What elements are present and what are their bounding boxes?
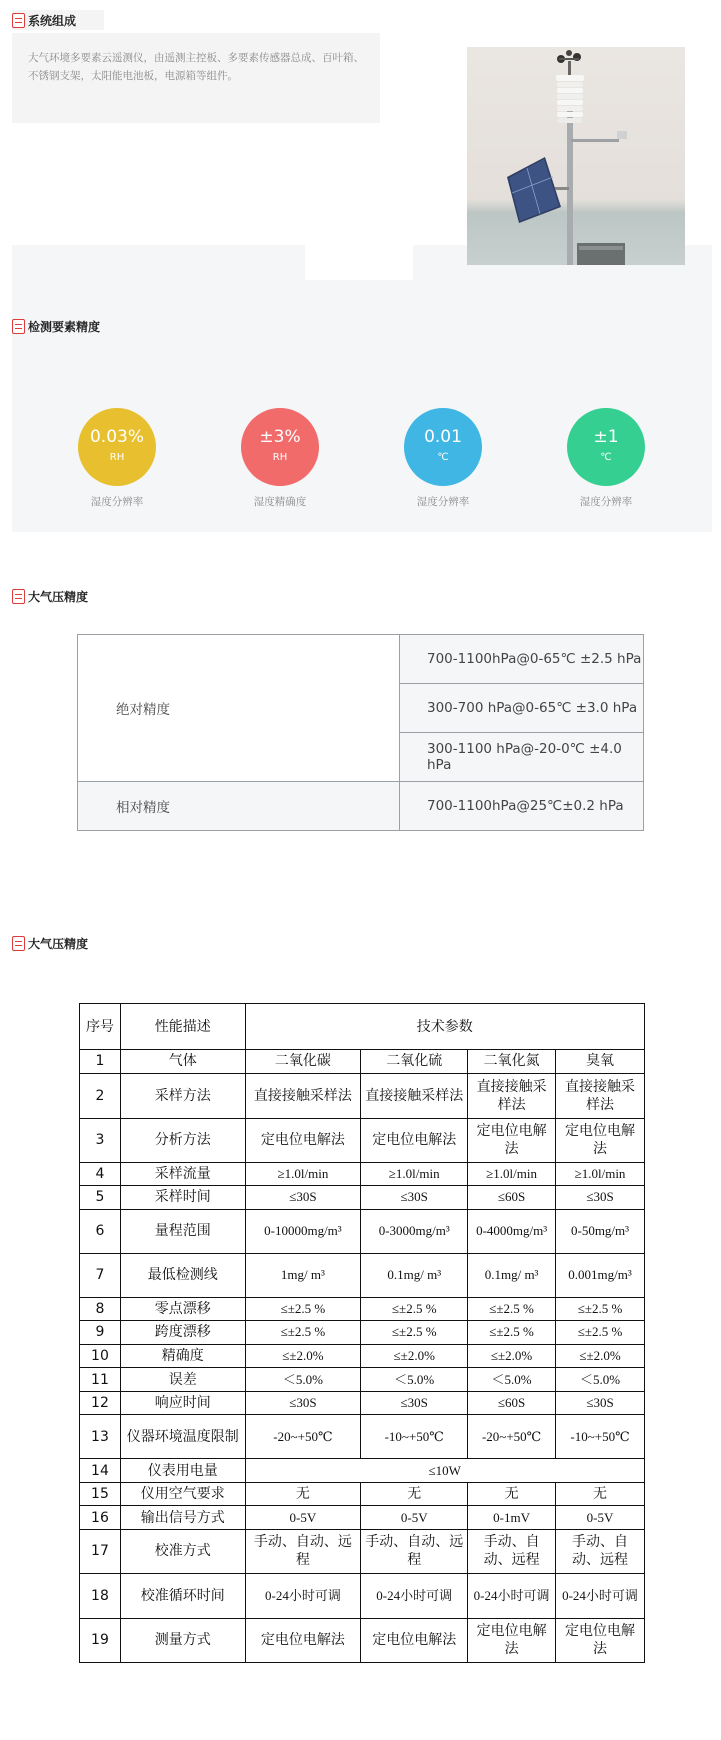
- row-label: 采样时间: [120, 1186, 245, 1210]
- row-value: -10~+50℃: [556, 1415, 645, 1459]
- row-number: 18: [80, 1573, 121, 1618]
- row-value: 手动、自动、远程: [468, 1529, 556, 1573]
- row-value: ≤±2.5 %: [468, 1321, 556, 1345]
- row-value: ≤30S: [245, 1186, 361, 1210]
- table-row: [80, 1253, 645, 1297]
- row-value: 二氧化氮: [468, 1050, 556, 1074]
- row-value: ≤±2.0%: [361, 1344, 468, 1368]
- abs-accuracy-value: 300-700 hPa@0-65℃ ±3.0 hPa: [400, 684, 644, 733]
- row-value: 0-4000mg/m³: [468, 1209, 556, 1253]
- row-value: ≤±2.5 %: [245, 1321, 361, 1345]
- document-icon: [12, 936, 25, 951]
- row-number: 1: [80, 1050, 121, 1074]
- row-label: 采样方法: [120, 1073, 245, 1118]
- row-label: 分析方法: [120, 1118, 245, 1162]
- row-number: 7: [80, 1253, 121, 1297]
- metric-value: 0.03%: [89, 427, 144, 447]
- row-value: ＜5.0%: [468, 1368, 556, 1392]
- row-number: 9: [80, 1321, 121, 1345]
- row-value: ≤30S: [361, 1391, 468, 1415]
- row-value: -20~+50℃: [468, 1415, 556, 1459]
- metric-unit: ℃: [437, 452, 449, 463]
- table-row: [80, 1482, 645, 1506]
- row-value: 无: [361, 1482, 468, 1506]
- abs-accuracy-label: 绝对精度: [78, 635, 400, 782]
- table-row: [80, 1459, 645, 1483]
- row-value: ≤±2.5 %: [556, 1297, 645, 1321]
- table-row: [80, 1506, 645, 1530]
- row-value: 定电位电解法: [468, 1118, 556, 1162]
- row-value: 0-5V: [361, 1506, 468, 1530]
- row-value: 0-50mg/m³: [556, 1209, 645, 1253]
- row-number: 10: [80, 1344, 121, 1368]
- rel-accuracy-label: 相对精度: [78, 782, 400, 831]
- row-value: ≤30S: [245, 1391, 361, 1415]
- row-label: 零点漂移: [120, 1297, 245, 1321]
- row-label: 最低检测线: [120, 1253, 245, 1297]
- row-value: ≥1.0l/min: [468, 1162, 556, 1186]
- spec-table: [79, 1003, 645, 1663]
- metric-circle: [404, 408, 482, 486]
- row-value: ≤±2.5 %: [468, 1297, 556, 1321]
- row-value: -10~+50℃: [361, 1415, 468, 1459]
- row-number: 16: [80, 1506, 121, 1530]
- panel-notch: [305, 245, 413, 280]
- metric-label: 湿度精确度: [253, 496, 307, 508]
- row-number: 13: [80, 1415, 121, 1459]
- row-number: 6: [80, 1209, 121, 1253]
- table-row: [80, 1573, 645, 1618]
- pressure-accuracy-table: [77, 634, 644, 831]
- row-value: 无: [556, 1482, 645, 1506]
- metric-value: ±3%: [259, 427, 301, 447]
- section-header-accuracy: [12, 316, 100, 336]
- row-label: 采样流量: [120, 1162, 245, 1186]
- row-value: 0-24小时可调: [245, 1573, 361, 1618]
- row-number: 12: [80, 1391, 121, 1415]
- row-value: 0.1mg/ m³: [361, 1253, 468, 1297]
- row-value: ≤±2.5 %: [245, 1297, 361, 1321]
- row-value: ＜5.0%: [556, 1368, 645, 1392]
- row-number: 5: [80, 1186, 121, 1210]
- abs-accuracy-value: 300-1100 hPa@-20-0℃ ±4.0 hPa: [400, 733, 644, 782]
- row-value: 0.001mg/m³: [556, 1253, 645, 1297]
- table-row: [80, 1321, 645, 1345]
- table-row: [80, 1391, 645, 1415]
- table-row: [80, 1050, 645, 1074]
- row-label: 校准循环时间: [120, 1573, 245, 1618]
- row-label: 输出信号方式: [120, 1506, 245, 1530]
- row-value: ≥1.0l/min: [245, 1162, 361, 1186]
- row-label: 仪用空气要求: [120, 1482, 245, 1506]
- table-row: [80, 1186, 645, 1210]
- row-number: 4: [80, 1162, 121, 1186]
- row-value: 二氧化碳: [245, 1050, 361, 1074]
- row-value: 二氧化硫: [361, 1050, 468, 1074]
- header-no: 序号: [80, 1004, 121, 1050]
- row-value: 手动、自动、远程: [556, 1529, 645, 1573]
- row-value: ≤60S: [468, 1186, 556, 1210]
- row-value: ≥1.0l/min: [361, 1162, 468, 1186]
- metric-unit: ℃: [600, 452, 612, 463]
- metric-circle: [567, 408, 645, 486]
- table-row: [80, 1297, 645, 1321]
- row-label: 跨度漂移: [120, 1321, 245, 1345]
- row-value: -20~+50℃: [245, 1415, 361, 1459]
- row-value: ≤10W: [245, 1459, 645, 1483]
- row-label: 仪表用电量: [120, 1459, 245, 1483]
- weather-station-photo: [467, 47, 685, 265]
- document-icon: [12, 13, 25, 28]
- section-header-spec: [12, 933, 88, 953]
- row-value: 直接接触采样法: [245, 1073, 361, 1118]
- row-value: 0-5V: [556, 1506, 645, 1530]
- metric-label: 湿度分辨率: [90, 496, 144, 508]
- row-number: 2: [80, 1073, 121, 1118]
- table-row: [80, 1162, 645, 1186]
- row-value: ＜5.0%: [245, 1368, 361, 1392]
- header-params: 技术参数: [245, 1004, 645, 1050]
- row-value: 手动、自动、远程: [245, 1529, 361, 1573]
- rel-accuracy-value: 700-1100hPa@25℃±0.2 hPa: [400, 782, 644, 831]
- row-label: 校准方式: [120, 1529, 245, 1573]
- row-value: ≤±2.0%: [556, 1344, 645, 1368]
- row-value: 0-24小时可调: [361, 1573, 468, 1618]
- row-label: 误差: [120, 1368, 245, 1392]
- document-icon: [12, 589, 25, 604]
- row-value: ≤30S: [556, 1391, 645, 1415]
- row-value: ≤±2.5 %: [556, 1321, 645, 1345]
- row-label: 测量方式: [120, 1618, 245, 1662]
- row-number: 17: [80, 1529, 121, 1573]
- row-value: 臭氧: [556, 1050, 645, 1074]
- row-value: ≤±2.0%: [468, 1344, 556, 1368]
- row-value: 定电位电解法: [245, 1118, 361, 1162]
- row-value: ≤±2.0%: [245, 1344, 361, 1368]
- section-title: 系统组成: [28, 13, 77, 28]
- intro-text: 大气环境多要素云遥测仪，由遥测主控板、多要素传感器总成、百叶箱、不锈钢支架，太阳能电池板，电源箱等组件。: [12, 33, 380, 123]
- section-title: 检测要素精度: [28, 319, 101, 334]
- row-value: 直接接触采样法: [468, 1073, 556, 1118]
- row-number: 3: [80, 1118, 121, 1162]
- document-icon: [12, 319, 25, 334]
- row-value: 手动、自动、远程: [361, 1529, 468, 1573]
- table-row: [80, 1415, 645, 1459]
- row-value: ≤30S: [556, 1186, 645, 1210]
- row-value: 0-24小时可调: [468, 1573, 556, 1618]
- row-value: 定电位电解法: [468, 1618, 556, 1662]
- row-value: ≤30S: [361, 1186, 468, 1210]
- metric-value: 0.01: [424, 427, 462, 447]
- row-value: 定电位电解法: [361, 1618, 468, 1662]
- row-value: 直接接触采样法: [361, 1073, 468, 1118]
- section-title: 大气压精度: [28, 936, 89, 951]
- row-value: ≤±2.5 %: [361, 1321, 468, 1345]
- table-row: [80, 1344, 645, 1368]
- table-row: [80, 1073, 645, 1118]
- table-row: [80, 1209, 645, 1253]
- metric-circle: [241, 408, 319, 486]
- row-value: 定电位电解法: [556, 1118, 645, 1162]
- row-number: 19: [80, 1618, 121, 1662]
- row-value: 0-5V: [245, 1506, 361, 1530]
- section-title: 大气压精度: [28, 589, 89, 604]
- row-value: 定电位电解法: [556, 1618, 645, 1662]
- row-value: 无: [245, 1482, 361, 1506]
- row-value: 直接接触采样法: [556, 1073, 645, 1118]
- row-label: 量程范围: [120, 1209, 245, 1253]
- metric-label: 湿度分辨率: [416, 496, 470, 508]
- row-value: 0-1mV: [468, 1506, 556, 1530]
- row-value: 0-3000mg/m³: [361, 1209, 468, 1253]
- row-label: 气体: [120, 1050, 245, 1074]
- row-label: 响应时间: [120, 1391, 245, 1415]
- table-row: [80, 1118, 645, 1162]
- row-value: 无: [468, 1482, 556, 1506]
- table-row: [80, 1368, 645, 1392]
- metric-label: 湿度分辨率: [579, 496, 633, 508]
- row-value: ≤±2.5 %: [361, 1297, 468, 1321]
- section-header-system: [12, 10, 76, 30]
- row-number: 14: [80, 1459, 121, 1483]
- section-header-pressure: [12, 586, 88, 606]
- row-value: ＜5.0%: [361, 1368, 468, 1392]
- abs-accuracy-value: 700-1100hPa@0-65℃ ±2.5 hPa: [400, 635, 644, 684]
- metrics-panel: [12, 245, 712, 532]
- row-number: 15: [80, 1482, 121, 1506]
- row-label: 精确度: [120, 1344, 245, 1368]
- row-value: 0-24小时可调: [556, 1573, 645, 1618]
- row-label: 仪器环境温度限制: [120, 1415, 245, 1459]
- row-value: ≥1.0l/min: [556, 1162, 645, 1186]
- metric-circle: [78, 408, 156, 486]
- row-value: 1mg/ m³: [245, 1253, 361, 1297]
- table-row: [80, 1618, 645, 1662]
- row-number: 8: [80, 1297, 121, 1321]
- metric-value: ±1: [593, 427, 619, 447]
- row-value: ≤60S: [468, 1391, 556, 1415]
- metric-unit: RH: [272, 452, 288, 463]
- row-number: 11: [80, 1368, 121, 1392]
- row-value: 0-10000mg/m³: [245, 1209, 361, 1253]
- table-row: [80, 1529, 645, 1573]
- row-value: 定电位电解法: [245, 1618, 361, 1662]
- row-value: 0.1mg/ m³: [468, 1253, 556, 1297]
- metric-unit: RH: [109, 452, 125, 463]
- header-desc: 性能描述: [120, 1004, 245, 1050]
- row-value: 定电位电解法: [361, 1118, 468, 1162]
